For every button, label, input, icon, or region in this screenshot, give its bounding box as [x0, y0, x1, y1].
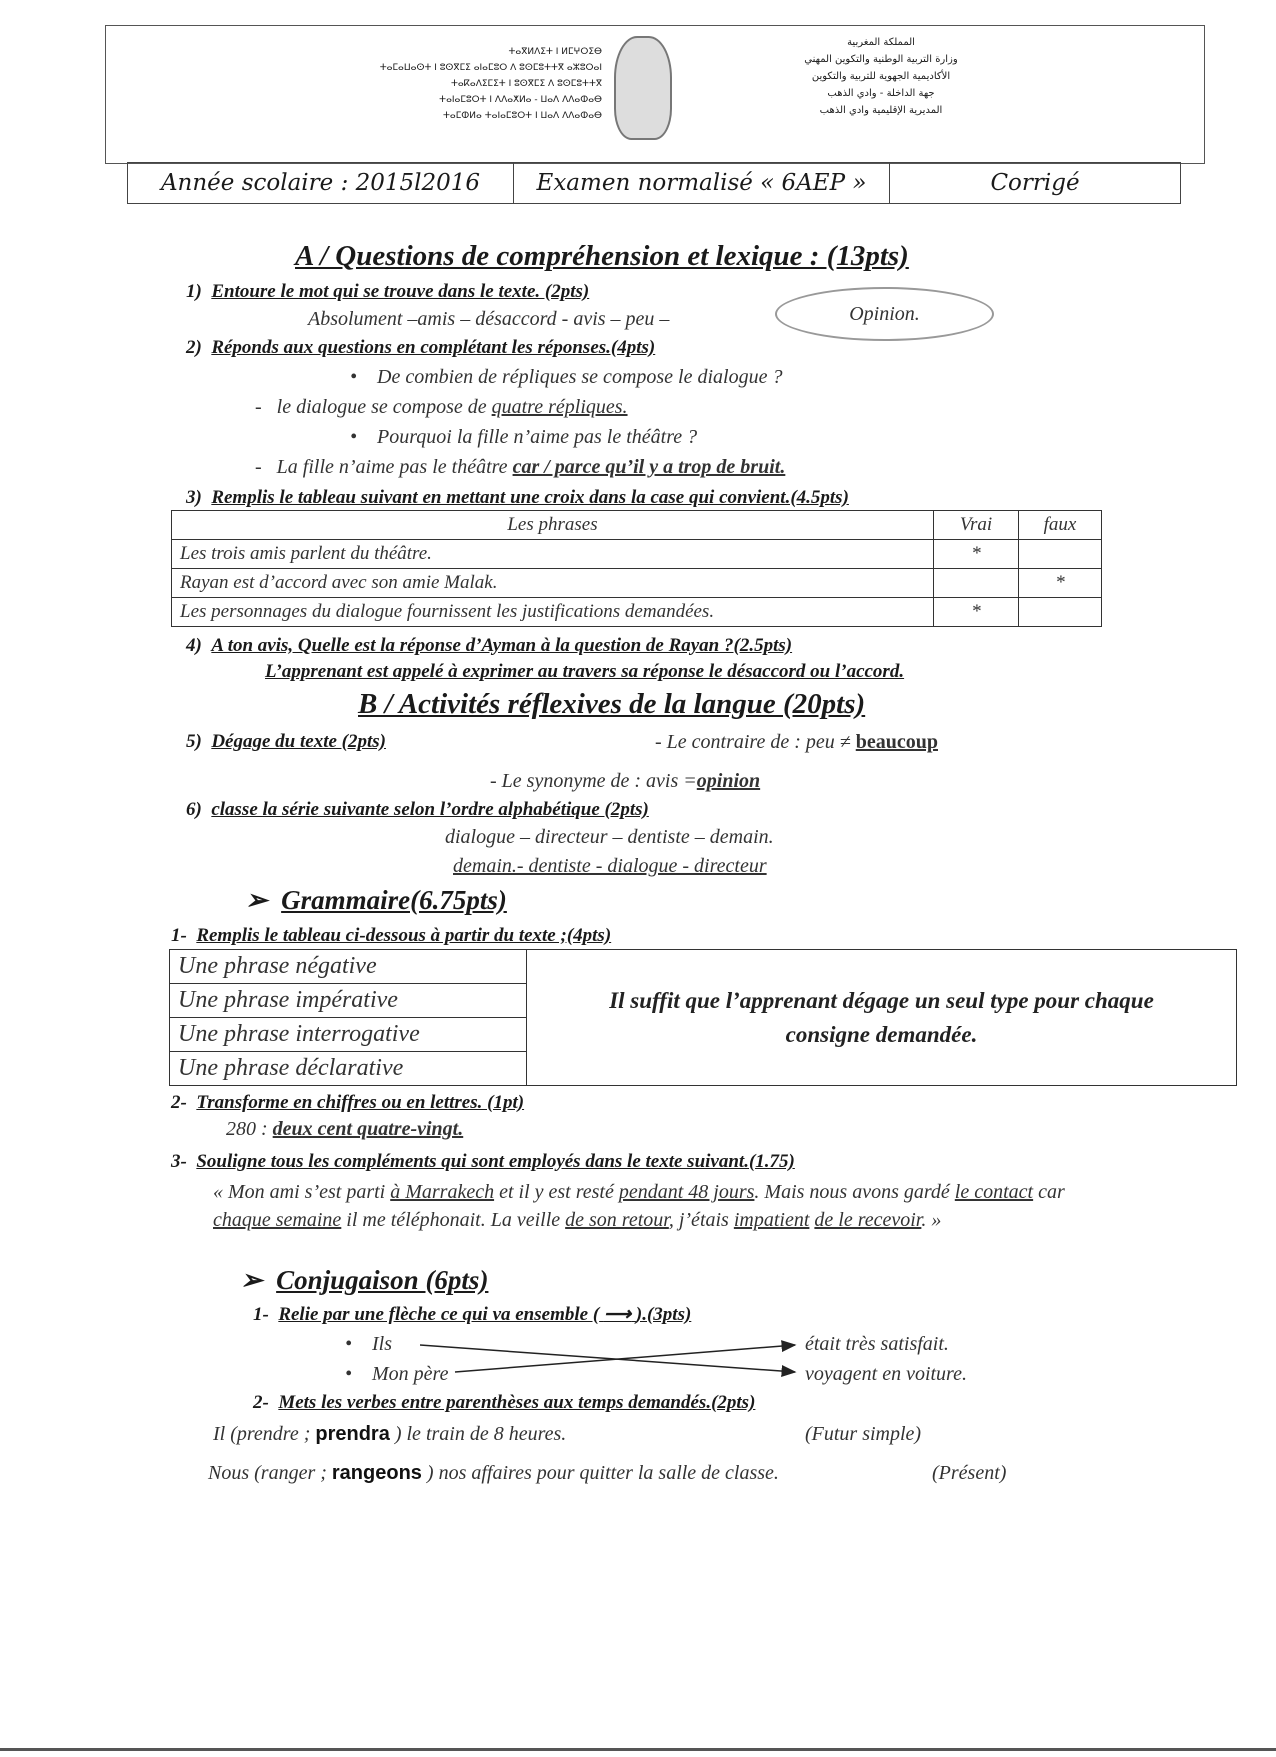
- sentence-part: ) nos affaires pour quitter la salle de classe.: [421, 1462, 779, 1484]
- arabic-line: المملكة المغربية: [847, 37, 915, 48]
- sentence-part: Nous (ranger ;: [208, 1462, 332, 1484]
- q-number: 3-: [171, 1151, 187, 1172]
- arrow-bullet-icon: ➢: [245, 885, 268, 915]
- q-number: 1): [186, 281, 202, 302]
- question-text: De combien de répliques se compose le dialogue ?: [377, 366, 783, 388]
- table-header: Vrai: [934, 511, 1019, 540]
- question-text: Pourquoi la fille n’aime pas le théâtre ?: [377, 426, 698, 448]
- cell: Les personnages du dialogue fournissent les justifications demandées.: [172, 598, 934, 627]
- section-a-title: A / Questions de compréhension et lexique : (13pts): [295, 240, 909, 272]
- coat-of-arms-emblem: [614, 36, 672, 140]
- tifinagh-line: ⵜⴰⵎⴰⵡⴰⵙⵜ ⵏ ⵓⵙⴳⵎⵉ ⴰⵏⴰⵎⵓⵔ ⴷ ⵓⵙⵎⵓⵜⵜⴳ ⴰⵣⵓⵔⴰⵏ: [379, 63, 602, 73]
- conjugaison-1-label-end: ).(3pts): [635, 1304, 692, 1325]
- cell: [1019, 540, 1102, 569]
- cell: [1019, 598, 1102, 627]
- exam-name: Examen normalisé « 6AEP »: [514, 163, 890, 203]
- table-row: [172, 598, 1102, 627]
- word-series: dialogue – directeur – dentiste – demain.: [445, 826, 774, 848]
- document-type: Corrigé: [990, 170, 1080, 196]
- q-number: 2-: [253, 1392, 269, 1413]
- question-1-label: Entoure le mot qui se trouve dans le texte. (2pts): [211, 281, 590, 302]
- answer-fill: quatre répliques.: [491, 396, 628, 418]
- conjugaison-title: Conjugaison (6pts): [276, 1265, 489, 1295]
- table-header: Les phrases: [172, 511, 934, 540]
- arabic-line: المديرية الإقليمية وادي الذهب: [819, 105, 943, 116]
- answer-text: le dialogue se compose de: [276, 396, 492, 418]
- cell: Une phrase négative: [170, 950, 527, 984]
- match-right: voyagent en voiture.: [805, 1363, 967, 1385]
- cell: *: [934, 540, 1019, 569]
- grammaire-2-label: Transforme en chiffres ou en lettres. (1pt): [196, 1092, 525, 1113]
- q-number: 6): [186, 799, 202, 820]
- number-in-letters: deux cent quatre-vingt.: [272, 1118, 464, 1140]
- arrow-bullet-icon: ➢: [240, 1265, 263, 1295]
- q-number: 3): [186, 487, 202, 508]
- circled-answer: Opinion.: [775, 287, 994, 341]
- alphabetical-answer: demain.- dentiste - dialogue - directeur: [453, 855, 767, 877]
- table-row: [170, 950, 1237, 984]
- question-3-label: Remplis le tableau suivant en mettant une croix dans la case qui convient.(4.5pts): [211, 487, 849, 508]
- tense-label: (Futur simple): [805, 1423, 922, 1445]
- number: 280 :: [226, 1118, 268, 1140]
- true-false-table: [171, 510, 1102, 627]
- answer-fill: car / parce qu’il y a trop de bruit.: [512, 456, 786, 478]
- tifinagh-header: [302, 44, 602, 124]
- q-number: 2-: [171, 1092, 187, 1113]
- answer-text: La fille n’aime pas le théâtre: [276, 456, 513, 478]
- match-left: Ils: [372, 1333, 393, 1355]
- q-number: 1-: [253, 1304, 269, 1325]
- question-5-label: Dégage du texte (2pts): [211, 731, 386, 752]
- q-number: 5): [186, 731, 202, 752]
- q-number: 4): [186, 635, 202, 656]
- grammaire-title: Grammaire(6.75pts): [281, 885, 507, 915]
- grammaire-1-label: Remplis le tableau ci-dessous à partir du texte ;(4pts): [196, 925, 612, 946]
- sentence-part: ) le train de 8 heures.: [389, 1423, 567, 1445]
- sentence-part: Il (prendre ;: [213, 1423, 316, 1445]
- cell: Une phrase impérative: [170, 984, 527, 1018]
- tifinagh-line: ⵜⴰⴳⵍⴷⵉⵜ ⵏ ⵍⵎⵖⵔⵉⴱ: [508, 47, 602, 57]
- question-4-answer: L’apprenant est appelé à exprimer au travers sa réponse le désaccord ou l’accord.: [265, 661, 905, 682]
- scan-edge-line: [0, 1748, 1276, 1751]
- arabic-line: الأكاديمية الجهوية للتربية والتكوين: [811, 71, 951, 82]
- arrow-icon: ⟶: [603, 1304, 632, 1325]
- section-b-title: B / Activités réflexives de la langue (20pts): [358, 688, 866, 720]
- q-number: 2): [186, 337, 202, 358]
- complements-passage: « Mon ami s’est parti à Marrakech et il y est resté pendant 48 jours. Mais nous avons gardé le contact car chaque semaine il me téléphonait. La veille de son retour, j’étais impatient de le recevoir. »: [213, 1181, 1065, 1231]
- cell: Les trois amis parlent du théâtre.: [172, 540, 934, 569]
- arabic-line: وزارة التربية الوطنية والتكوين المهني: [804, 54, 958, 65]
- match-left: Mon père: [372, 1363, 449, 1385]
- table-row: [172, 540, 1102, 569]
- conjugaison-1-label: Relie par une flèche ce qui va ensemble (: [278, 1304, 600, 1325]
- question-2-label: Réponds aux questions en complétant les réponses.(4pts): [211, 337, 656, 358]
- question-4-label: A ton avis, Quelle est la réponse d’Ayman à la question de Rayan ?(2.5pts): [211, 635, 793, 656]
- synonyme-text: - Le synonyme de : avis =: [490, 770, 697, 792]
- synonyme-answer: opinion: [696, 770, 761, 792]
- conjugaison-2-label: Mets les verbes entre parenthèses aux temps demandés.(2pts): [278, 1392, 756, 1413]
- tifinagh-line: ⵜⴰⵏⴰⵎⵓⵔⵜ ⵏ ⴷⴷⴰⵅⵍⴰ - ⵡⴰⴷ ⴷⴷⴰⵀⴰⴱ: [439, 95, 602, 105]
- cell: *: [934, 598, 1019, 627]
- tense-label: (Présent): [932, 1462, 1007, 1484]
- match-right: était très satisfait.: [805, 1333, 949, 1355]
- letterhead: [105, 25, 1205, 164]
- question-6-label: classe la série suivante selon l’ordre alphabétique (2pts): [211, 799, 649, 820]
- arabic-header: [796, 34, 966, 119]
- cell: Une phrase déclarative: [170, 1052, 527, 1086]
- tifinagh-line: ⵜⴰⵎⵀⵍⴰ ⵜⴰⵏⴰⵎⵓⵔⵜ ⵏ ⵡⴰⴷ ⴷⴷⴰⵀⴰⴱ: [443, 111, 602, 121]
- arabic-line: جهة الداخلة - وادي الذهب: [827, 88, 935, 99]
- verb-answer: prendra: [315, 1423, 390, 1445]
- school-year: Année scolaire : 2015l2016: [128, 163, 514, 203]
- q-number: 1-: [171, 925, 187, 946]
- verb-answer: rangeons: [331, 1462, 422, 1484]
- contraire-answer: beaucoup: [855, 731, 938, 753]
- contraire-text: - Le contraire de : peu ≠: [655, 731, 856, 753]
- matching-arrows: [420, 1335, 805, 1380]
- table-header: faux: [1019, 511, 1102, 540]
- cell: [934, 569, 1019, 598]
- grammaire-3-label: Souligne tous les compléments qui sont employés dans le texte suivant.(1.75): [196, 1151, 795, 1172]
- tifinagh-line: ⵜⴰⴽⴰⴷⵉⵎⵉⵜ ⵏ ⵓⵙⴳⵎⵉ ⴷ ⵓⵙⵎⵓⵜⵜⴳ: [450, 79, 602, 89]
- sentence-types-table: [169, 949, 1237, 1086]
- cell: *: [1019, 569, 1102, 598]
- answer-note: Il suffit que l’apprenant dégage un seul type pour chaque consigne demandée.: [527, 950, 1237, 1086]
- exam-info-band: [127, 162, 1181, 204]
- cell: Rayan est d’accord avec son amie Malak.: [172, 569, 934, 598]
- word-list: Absolument –amis – désaccord - avis – peu –: [308, 308, 670, 330]
- table-row: [172, 569, 1102, 598]
- cell: Une phrase interrogative: [170, 1018, 527, 1052]
